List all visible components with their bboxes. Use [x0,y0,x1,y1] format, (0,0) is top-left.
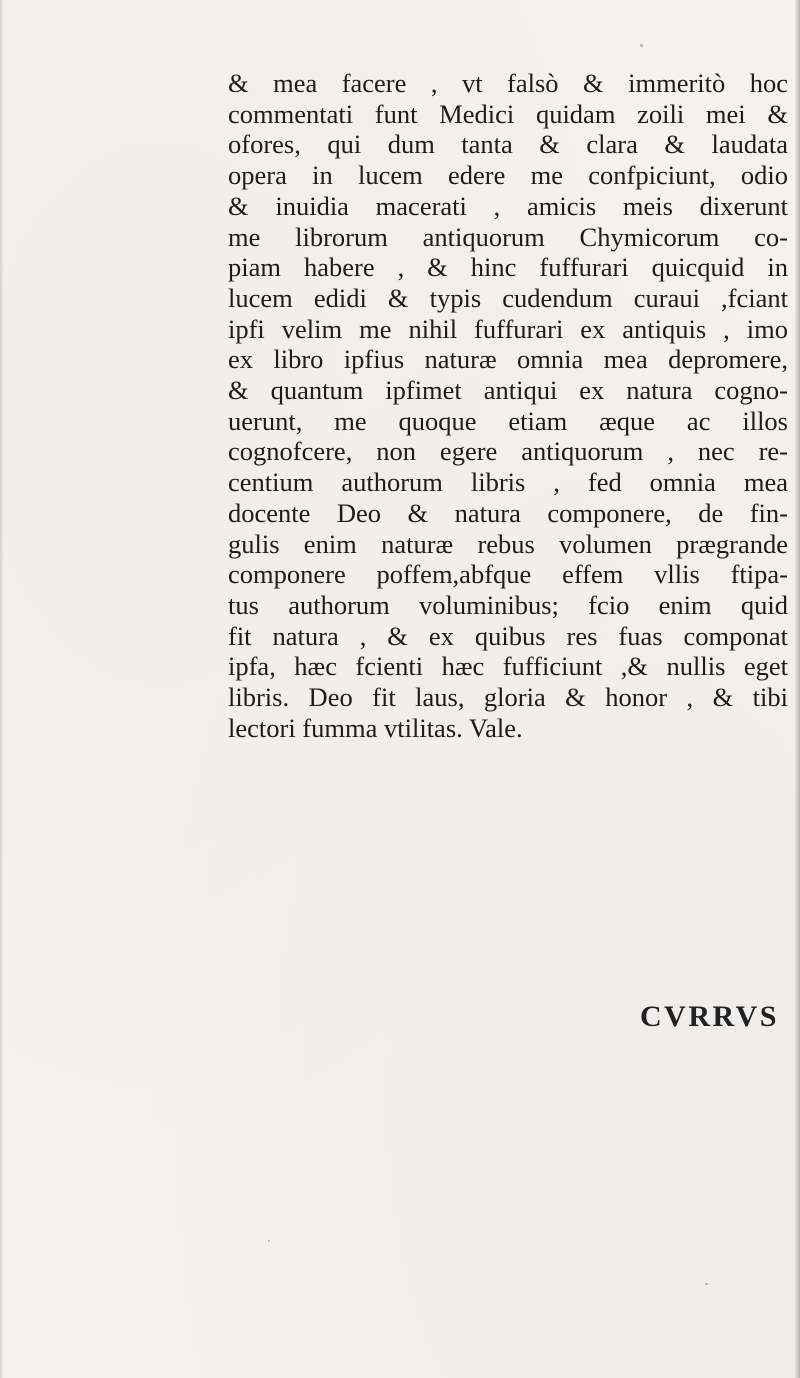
ink-speck [705,1283,708,1285]
text-line: me librorum antiquorum Chymicorum co- [228,221,788,252]
text-line: ipfa, hæc fcienti hæc fufficiunt ,& nullis eget [228,651,788,682]
text-line: opera in lucem edere me confpiciunt, odio [228,160,788,191]
text-line: tus authorum voluminibus; fcio enim quid [228,589,788,620]
text-line: uerunt, me quoque etiam æque ac illos [228,405,788,436]
text-line: cognofcere, non egere antiquorum , nec re- [228,436,788,467]
text-line: commentati funt Medici quidam zoili mei & [228,98,788,129]
text-line: & inuidia macerati , amicis meis dixerunt [228,190,788,221]
text-line: ipfi velim me nihil fuffurari ex antiquis , imo [228,313,788,344]
text-line: fit natura , & ex quibus res fuas componat [228,620,788,651]
page-left-shadow [0,0,4,1378]
ink-speck [268,1240,270,1242]
text-line: centium authorum libris , fed omnia mea [228,467,788,498]
ink-speck [640,44,643,47]
text-line: libris. Deo fit laus, gloria & honor , & tibi [228,682,788,713]
text-line: ofores, qui dum tanta & clara & laudata [228,129,788,160]
page-right-shadow [794,0,800,1378]
text-line: gulis enim naturæ rebus volumen prægrande [228,528,788,559]
catchword: CVRRVS [640,1000,779,1033]
text-line: lucem edidi & typis cudendum curaui ,fciant [228,282,788,313]
text-line: & quantum ipfimet antiqui ex natura cogno- [228,375,788,406]
text-line: & mea facere , vt falsò & immeritò hoc [228,68,788,98]
text-line: componere poffem,abfque effem vllis ftipa- [228,559,788,590]
body-text [228,68,788,743]
text-line: piam habere , & hinc fuffurari quicquid in [228,252,788,283]
text-line: ex libro ipfius naturæ omnia mea depromere, [228,344,788,375]
text-line: docente Deo & natura componere, de fin- [228,497,788,528]
text-line: lectori fumma vtilitas. Vale. [228,712,523,743]
